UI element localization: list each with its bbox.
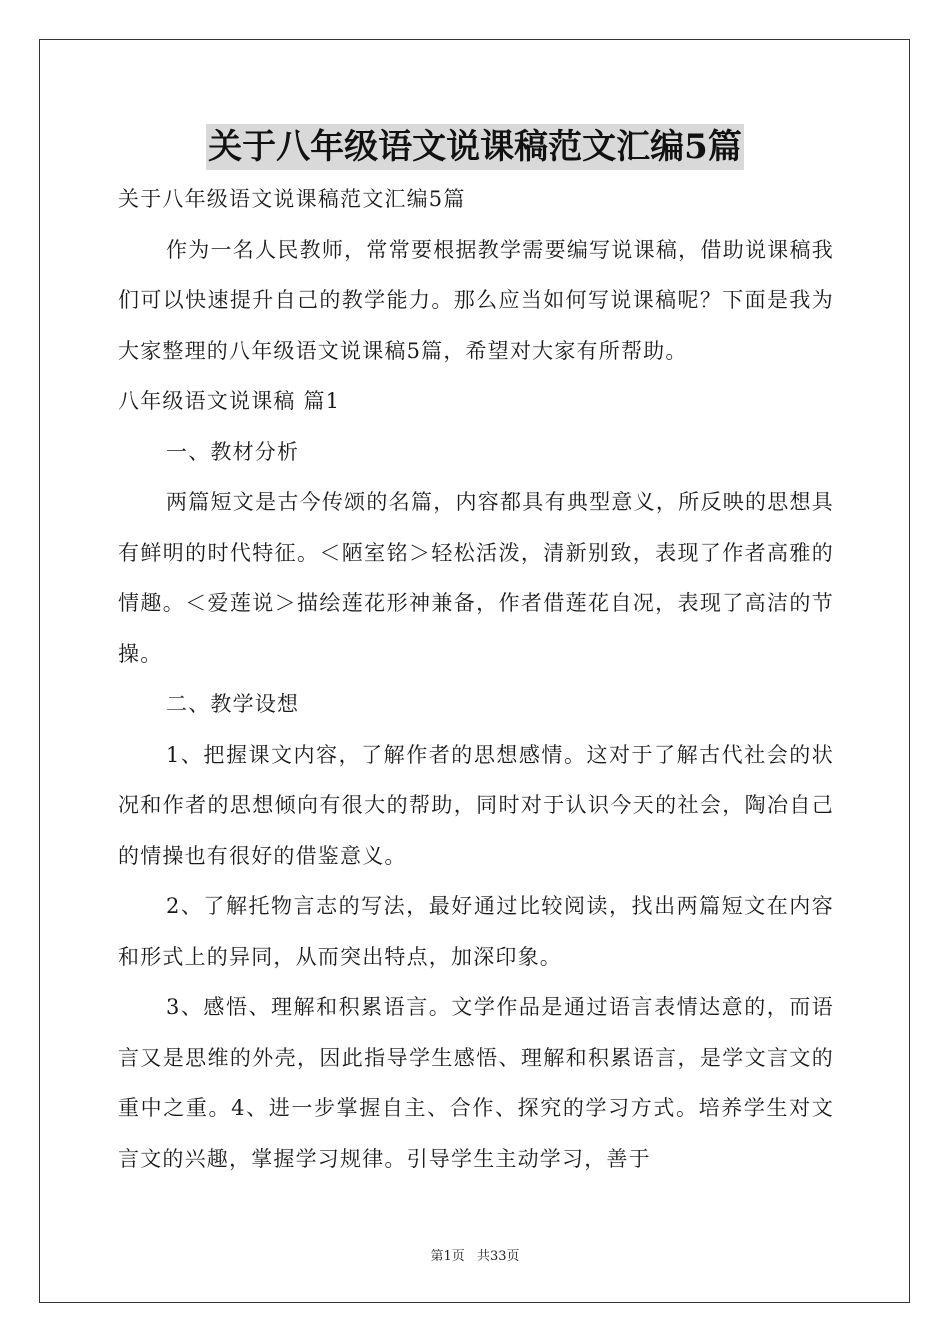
document-body [118,174,834,1184]
paragraph-plan-3: 3、感悟、理解和积累语言。文学作品是通过语言表情达意的，而语言又是思维的外壳，因此指导学生感悟、理解和积累语言，是学文言文的重中之重。4、进一步掌握自主、合作、探究的学习方式。培养学生对文言文的兴趣，掌握学习规律。引导学生主动学习，善于 [118,995,834,1171]
page-number: 第1页 [430,1249,465,1264]
heading-textbook-analysis: 一、教材分析 [166,439,300,464]
document-title: 关于八年级语文说课稿范文汇编5篇 [206,124,744,170]
paragraph-textbook-analysis: 两篇短文是古今传颂的名篇，内容都具有典型意义，所反映的思想具有鲜明的时代特征。＜陋室铭＞轻松活泼，清新别致，表现了作者高雅的情趣。＜爱莲说＞描绘莲花形神兼备，作者借莲花自况，表现了高洁的节操。 [118,490,834,666]
page-total: 共33页 [476,1249,520,1264]
section-title: 八年级语文说课稿 篇1 [118,389,341,413]
title-container [0,124,950,170]
paragraph-plan-2: 2、了解托物言志的写法，最好通过比较阅读，找出两篇短文在内容和形式上的异同，从而突出特点，加深印象。 [118,894,834,969]
page-footer [0,1245,950,1264]
document-subtitle: 关于八年级语文说课稿范文汇编5篇 [118,187,466,211]
paragraph-plan-1: 1、把握课文内容，了解作者的思想感情。这对于了解古代社会的状况和作者的思想倾向有很大的帮助，同时对于认识今天的社会，陶冶自己的情操也有很好的借鉴意义。 [118,742,834,868]
heading-teaching-plan: 二、教学设想 [166,692,300,716]
intro-paragraph: 作为一名人民教师，常常要根据教学需要编写说课稿，借助说课稿我们可以快速提升自己的教学能力。那么应当如何写说课稿呢？下面是我为大家整理的八年级语文说课稿5篇，希望对大家有所帮助。 [118,237,834,363]
